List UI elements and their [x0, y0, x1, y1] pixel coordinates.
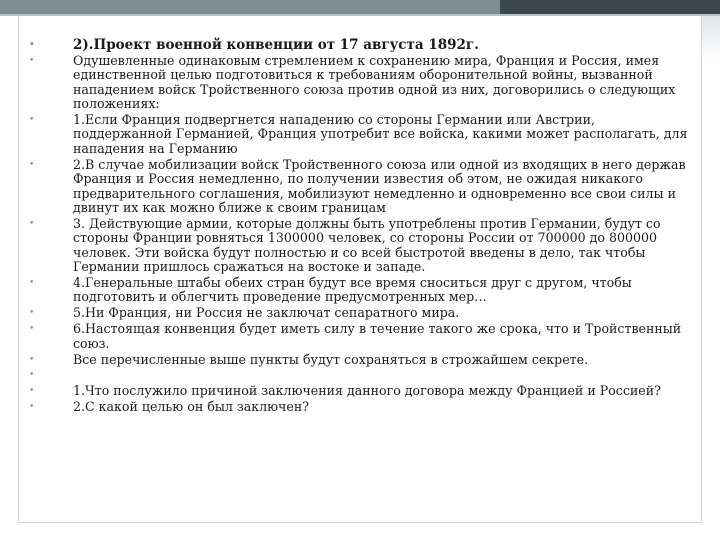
bullet-point-5	[26, 306, 688, 320]
bullet-marker: •	[29, 308, 35, 319]
bullet-intro	[26, 54, 688, 112]
bullet-point-1	[26, 113, 688, 156]
bullet-text: 2.В случае мобилизации войск Тройственного союза или одной из входящих в него держав Франция и Россия немедленно, по получении известия об этом, не ожидая никакого предварительного соглашения, мобилизуют немедленно и одновременно все свои силы и двинут их как можно ближе к своим границам	[73, 156, 686, 215]
bullet-point-2	[26, 158, 688, 216]
bullet-marker: •	[29, 40, 35, 50]
bullet-text: 2).Проект военной конвенции от 17 августа 1892г.	[73, 37, 479, 53]
bullet-text: 1.Что послужило причиной заключения данного договора между Францией и Россией?	[73, 383, 661, 399]
bullet-point-4	[26, 276, 688, 305]
bullet-text: 3. Действующие армии, которые должны быть употреблены против Германии, будут со стороны Франции ровняться 1300000 человек, со стороны России от 700000 до 800000 человек. Эти войска будут полностью и со всей быстротой введены в дело, так чтобы Германии пришлось сражаться на востоке и западе.	[73, 215, 661, 275]
slide-corner-shadow	[702, 16, 720, 61]
bullet-marker: •	[29, 55, 35, 66]
bullet-list	[26, 38, 688, 415]
bullet-point-3	[26, 217, 688, 275]
bullet-text: 6.Настоящая конвенция будет иметь силу в течение такого же срока, что и Тройственный союз.	[73, 321, 682, 351]
bullet-text: 5.Ни Франция, ни Россия не заключат сепаратного мира.	[73, 305, 460, 321]
slide-top-accent	[500, 0, 720, 14]
bullet-text: Все перечисленные выше пункты будут сохраняться в строжайшем секрете.	[73, 351, 589, 367]
bullet-question-1	[26, 384, 688, 398]
bullet-marker: •	[29, 354, 35, 365]
bullet-title	[26, 38, 688, 52]
bullet-marker: •	[29, 386, 35, 397]
bullet-question-2	[26, 400, 688, 414]
bullet-marker: •	[29, 370, 35, 381]
bullet-empty	[26, 368, 688, 382]
bullet-marker: •	[29, 115, 35, 126]
bullet-text: 1.Если Франция подвергнется нападению со стороны Германии или Австрии, поддержанной Германией, Франция употребит все войска, какими может располагать, для нападения на Германию	[73, 112, 688, 156]
bullet-secret	[26, 353, 688, 367]
bullet-marker: •	[29, 402, 35, 413]
bullet-point-6	[26, 322, 688, 351]
bullet-text: Одушевленные одинаковым стремлением к сохранению мира, Франция и Россия, имея единственной целью подготовиться к требованиям оборонительной войны, вызванной нападением войск Тройственного союза против одной из них, договорились о следующих положениях:	[73, 52, 676, 112]
bullet-marker: •	[29, 324, 35, 335]
bullet-text: 2.С какой целью он был заключен?	[73, 399, 309, 415]
bullet-marker: •	[29, 218, 35, 229]
slide-content	[26, 38, 688, 416]
bullet-marker: •	[29, 278, 35, 288]
bullet-marker: •	[29, 159, 35, 170]
bullet-text: 4.Генеральные штабы обеих стран будут все время сноситься друг с другом, чтобы подготовить и облегчить проведение предусмотренных мер…	[73, 275, 632, 305]
